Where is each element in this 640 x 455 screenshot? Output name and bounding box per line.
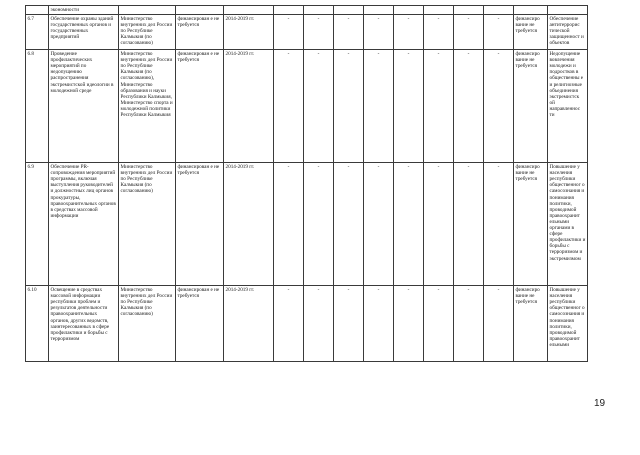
table-row bbox=[26, 286, 588, 362]
table-row bbox=[26, 50, 588, 163]
year-cell: - bbox=[394, 163, 424, 286]
year-cell: - bbox=[334, 15, 364, 50]
row-number: 6.9 bbox=[26, 163, 49, 286]
year-cell: - bbox=[454, 50, 484, 163]
year-cell: - bbox=[484, 163, 514, 286]
funding-source: финансирован е не требуется bbox=[176, 15, 224, 50]
cell-action-fragment: экономности bbox=[49, 6, 119, 15]
result-text: Повышение у населения республики общественног о самосознания и понимания политики, проводимой правоохранит ельными органами в сфере профилактики и борьбы с терроризмом и экстремизмом bbox=[548, 163, 588, 286]
year-cell: - bbox=[304, 163, 334, 286]
executor-text: Министерство внутренних дел России по Республике Калмыкия (по согласованию) bbox=[119, 163, 176, 286]
term: 2014-2019 гг. bbox=[224, 163, 274, 286]
program-action-table bbox=[25, 5, 588, 362]
amount-text: финансиро вание не требуется bbox=[514, 163, 548, 286]
action-text: Проведение профилактических мероприятий по недопущению распространения экстремистской идеологии в молодежной среде bbox=[49, 50, 119, 163]
executor-text: Министерство внутренних дел России по Республике Калмыкия (по согласованию), Министерство образования и науки Республики Калмыкия, Министерство спорта и молодежной политики Республики Калмыкия bbox=[119, 50, 176, 163]
year-cell: - bbox=[484, 286, 514, 362]
cell-empty bbox=[26, 6, 49, 15]
year-cell: - bbox=[304, 50, 334, 163]
row-number: 6.7 bbox=[26, 15, 49, 50]
page-number: 19 bbox=[594, 398, 606, 409]
row-number: 6.8 bbox=[26, 50, 49, 163]
year-cell: - bbox=[364, 50, 394, 163]
result-text: Обеспечение антитеррорис тической защищенност и объектов bbox=[548, 15, 588, 50]
year-cell: - bbox=[304, 15, 334, 50]
amount-text: финансиро вание не требуется bbox=[514, 50, 548, 163]
year-cell: - bbox=[484, 15, 514, 50]
funding-source: финансирован е не требуется bbox=[176, 286, 224, 362]
year-cell: - bbox=[454, 286, 484, 362]
year-cell: - bbox=[424, 286, 454, 362]
year-cell: - bbox=[274, 286, 304, 362]
action-text: Освещение в средствах массовой информации республики проблем и результатов деятельности правоохранительных органов, других ведомств, заинтересованных в сфере профилактики и борьбы с терроризмом bbox=[49, 286, 119, 362]
year-cell: - bbox=[484, 50, 514, 163]
row-number: 6.10 bbox=[26, 286, 49, 362]
year-cell: - bbox=[304, 286, 334, 362]
year-cell: - bbox=[364, 286, 394, 362]
table-row bbox=[26, 15, 588, 50]
year-cell: - bbox=[454, 15, 484, 50]
action-text: Обеспечение охраны зданий государственных органов и государственных предприятий bbox=[49, 15, 119, 50]
amount-text: финансиро вание не требуется bbox=[514, 15, 548, 50]
year-cell: - bbox=[274, 50, 304, 163]
year-cell: - bbox=[334, 163, 364, 286]
executor-text: Министерство внутренних дел России по Республике Калмыкия (по согласованию) bbox=[119, 15, 176, 50]
year-cell: - bbox=[394, 15, 424, 50]
year-cell: - bbox=[274, 15, 304, 50]
year-cell: - bbox=[364, 163, 394, 286]
action-text: Обеспечение PR-сопровождения мероприятий программы, включая выступления руководителей и должностных лиц органов прокуратуры, правоохранительных органов в средствах массовой информации bbox=[49, 163, 119, 286]
year-cell: - bbox=[424, 163, 454, 286]
year-cell: - bbox=[394, 50, 424, 163]
year-cell: - bbox=[364, 15, 394, 50]
term: 2014-2019 гг. bbox=[224, 15, 274, 50]
year-cell: - bbox=[454, 163, 484, 286]
year-cell: - bbox=[394, 286, 424, 362]
executor-text: Министерство внутренних дел России по Республике Калмыкия (по согласованию) bbox=[119, 286, 176, 362]
year-cell: - bbox=[424, 50, 454, 163]
year-cell: - bbox=[424, 15, 454, 50]
year-cell: - bbox=[274, 163, 304, 286]
year-cell: - bbox=[334, 50, 364, 163]
table-row-fragment bbox=[26, 6, 588, 15]
result-text: Недопущение вовлечения молодежи и подростков в общественны е и религиозные объединения экстремистск ой направленнос ти bbox=[548, 50, 588, 163]
table-row bbox=[26, 163, 588, 286]
term: 2014-2019 гг. bbox=[224, 286, 274, 362]
amount-text: финансиро вание не требуется bbox=[514, 286, 548, 362]
term: 2014-2019 гг. bbox=[224, 50, 274, 163]
funding-source: финансирован е не требуется bbox=[176, 50, 224, 163]
funding-source: финансирован е не требуется bbox=[176, 163, 224, 286]
result-text: Повышение у населения республики общественног о самосознания и понимания политики, проводимой правоохранит ельными bbox=[548, 286, 588, 362]
year-cell: - bbox=[334, 286, 364, 362]
